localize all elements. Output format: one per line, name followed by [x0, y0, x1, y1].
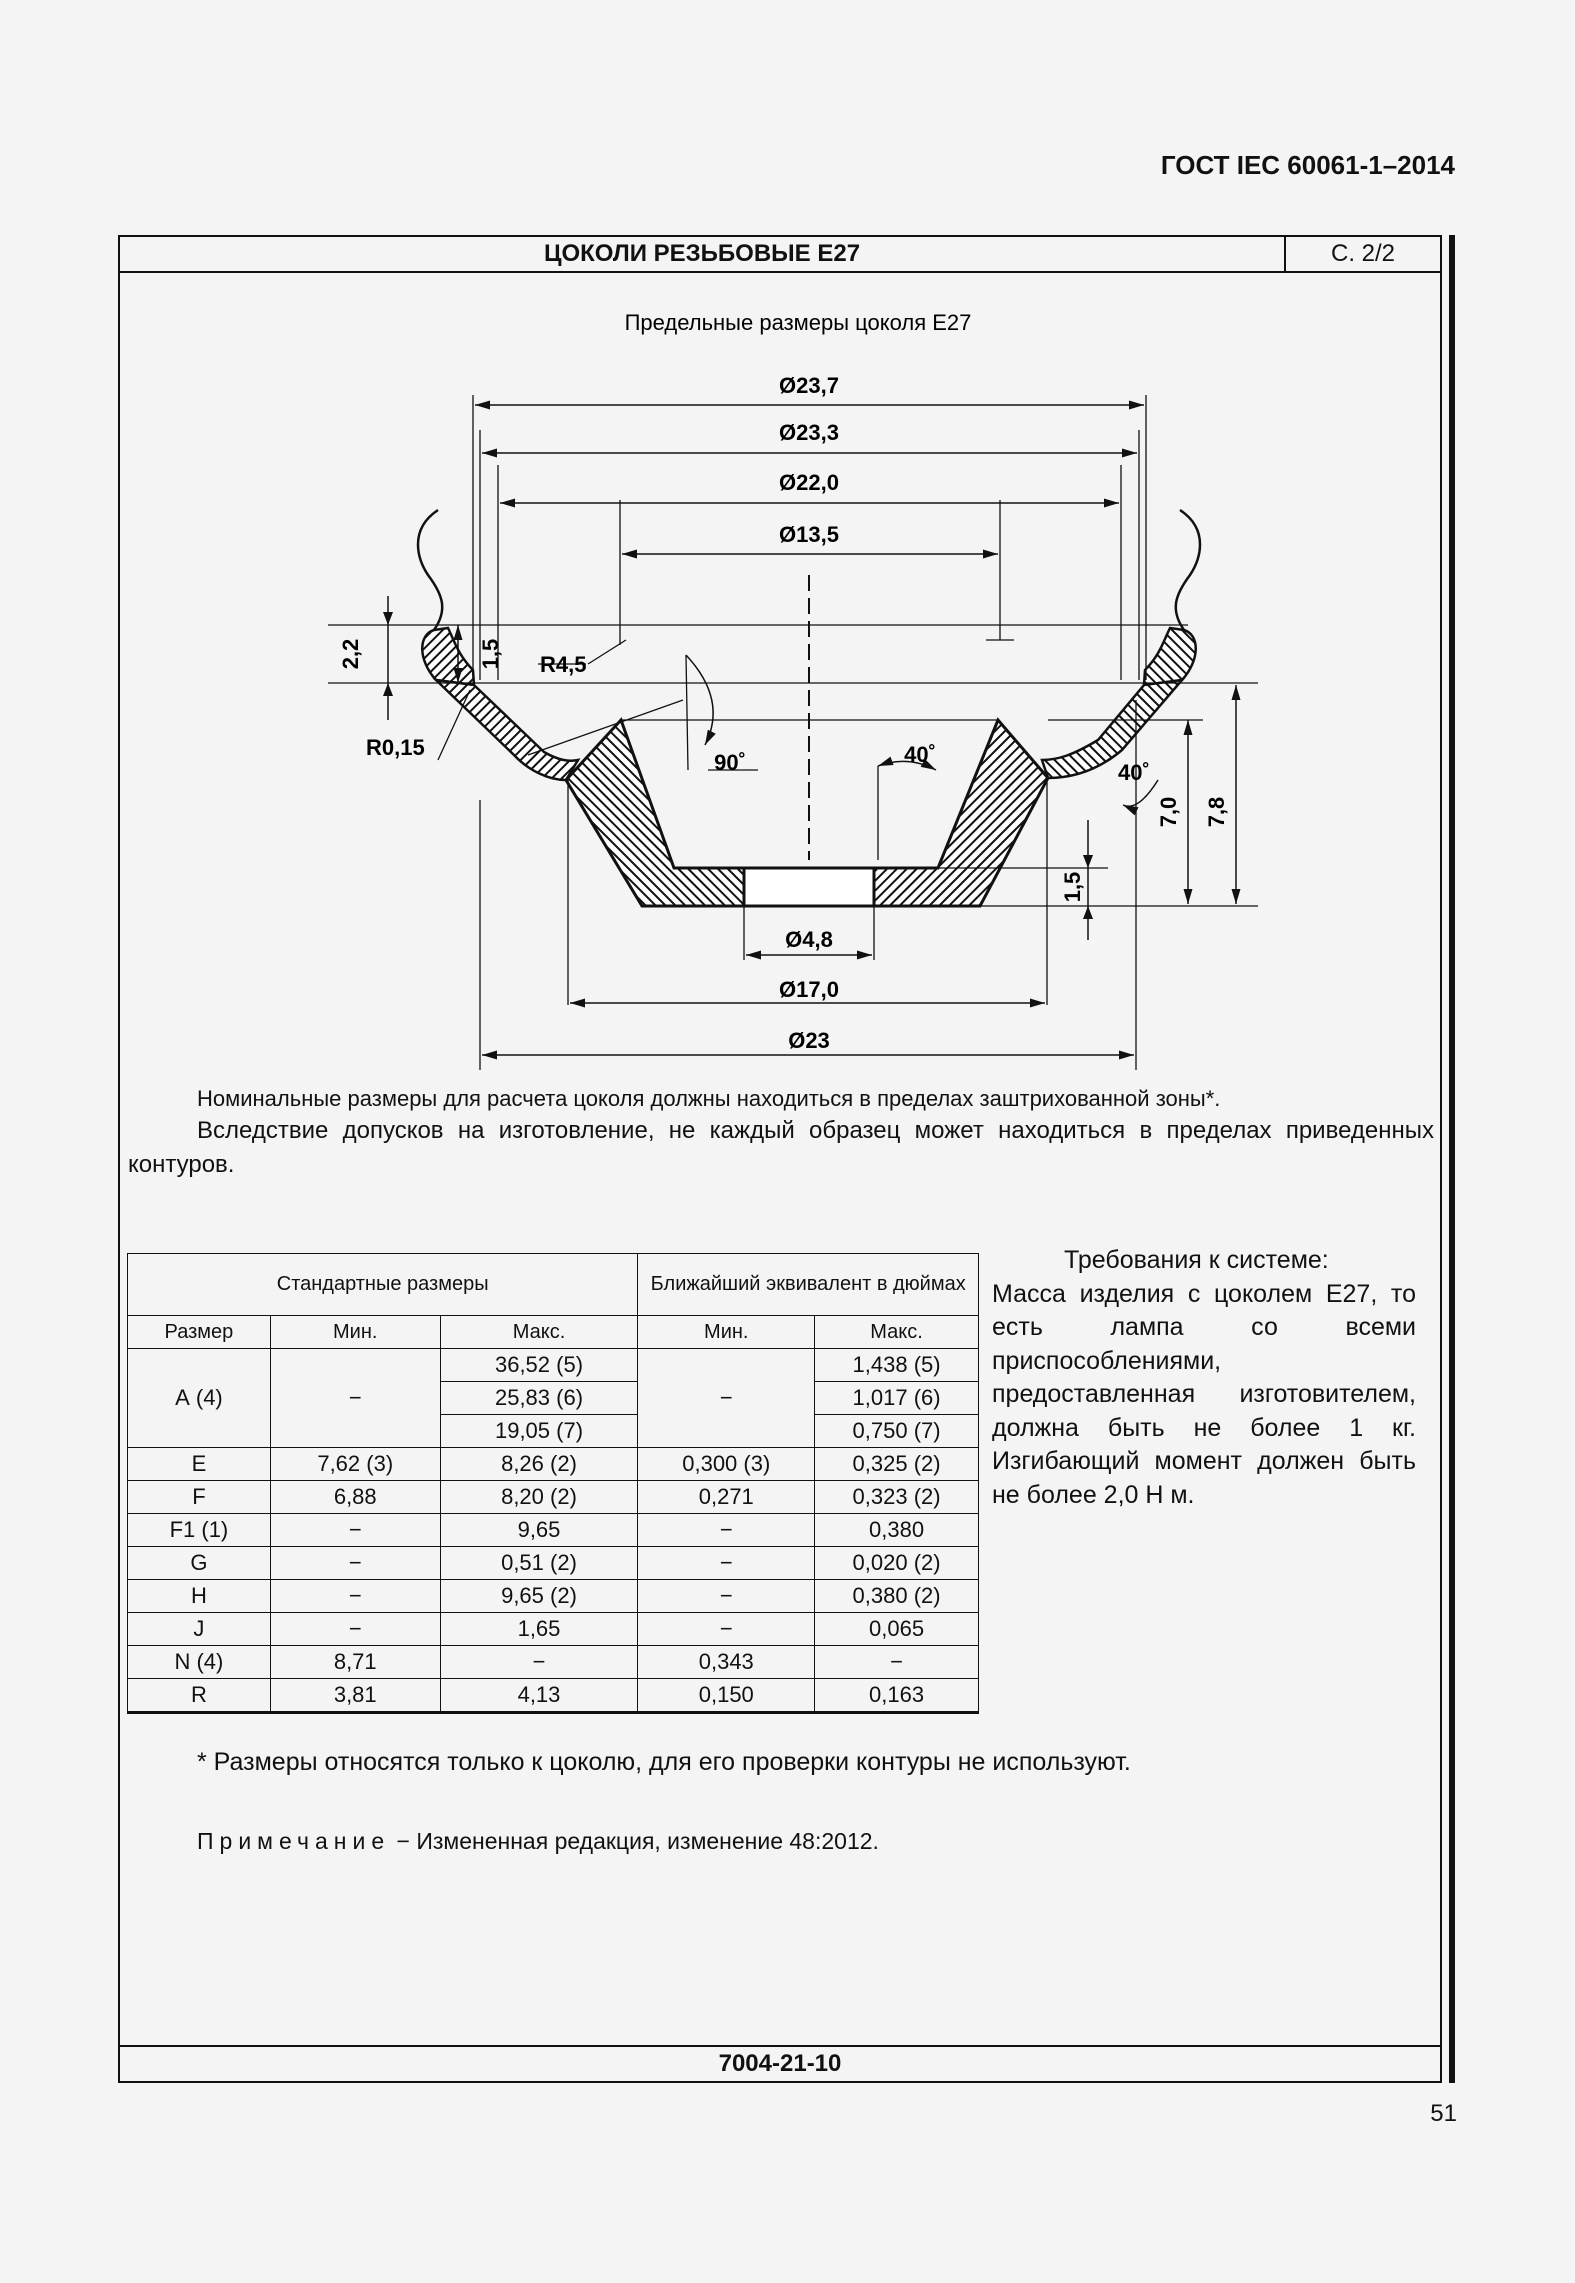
arrow-1-5-right-top [1083, 855, 1093, 868]
arrow-2-2-top [383, 612, 393, 625]
cell: − [815, 1646, 979, 1679]
arrow-1-5-right-bottom [1083, 906, 1093, 919]
dim-angle-40-inner: 40˚ [904, 742, 936, 767]
note-label: Примечание [197, 1828, 391, 1854]
cell: G [128, 1547, 271, 1580]
title-row [120, 237, 1440, 273]
table-row [128, 1547, 979, 1580]
cell: − [638, 1349, 815, 1448]
dim-23: Ø23 [788, 1028, 830, 1053]
table-row [128, 1613, 979, 1646]
cell: − [270, 1613, 440, 1646]
cell: 0,323 (2) [815, 1481, 979, 1514]
dimensions-table [127, 1253, 979, 1714]
sheet-title: ЦОКОЛИ РЕЗЬБОВЫЕ Е27 [120, 237, 1286, 271]
dim-7-0: 7,0 [1156, 796, 1181, 828]
cell: 19,05 (7) [440, 1415, 638, 1448]
dim-1-5-right: 1,5 [1060, 871, 1085, 903]
dim-13-5: Ø13,5 [779, 522, 839, 547]
cell: 0,380 [815, 1514, 979, 1547]
cell: 6,88 [270, 1481, 440, 1514]
table-row [128, 1448, 979, 1481]
cell: R [128, 1679, 271, 1713]
cell: − [270, 1349, 440, 1448]
slant-band-left [436, 680, 578, 780]
sheet-number: 7004-21-10 [120, 2045, 1440, 2081]
cell: − [638, 1547, 815, 1580]
col-inch-max: Макс. [815, 1316, 979, 1349]
leader-r0-15 [438, 690, 470, 760]
cell: 0,271 [638, 1481, 815, 1514]
cell: 0,343 [638, 1646, 815, 1679]
cell: − [440, 1646, 638, 1679]
cell: 0,020 (2) [815, 1547, 979, 1580]
center-contact [744, 868, 874, 906]
cell: 3,81 [270, 1679, 440, 1713]
cell: 0,150 [638, 1679, 815, 1713]
cell: 4,13 [440, 1679, 638, 1713]
table-row [128, 1349, 979, 1382]
cell: 0,300 (3) [638, 1448, 815, 1481]
angle-90-arc [686, 655, 713, 745]
requirements-body: Масса изделия с цоколем Е27, то есть лампа со всеми приспособлениями, предоставленная изготовителем, должна быть не более 1 кг. Изгибающий момент должен быть не более 2,0 Н м. [992, 1279, 1416, 1509]
cell: 9,65 [440, 1514, 638, 1547]
cell: E [128, 1448, 271, 1481]
cell: 8,26 (2) [440, 1448, 638, 1481]
dim-23-7: Ø23,7 [779, 373, 839, 398]
table-row [128, 1580, 979, 1613]
cell: 25,83 (6) [440, 1382, 638, 1415]
shoulder-hatch-right [1144, 628, 1196, 685]
outer-contour-right [1176, 510, 1200, 630]
note [197, 1828, 879, 1855]
table-row [128, 1646, 979, 1679]
nominal-dimensions-note: Номинальные размеры для расчета цоколя должны находиться в пределах заштрихованной зоны*. [197, 1086, 1221, 1111]
cell: 7,62 (3) [270, 1448, 440, 1481]
arrow-2-2-bottom [383, 683, 393, 696]
e27-cap-drawing [118, 300, 1442, 1080]
dim-1-5: 1,5 [478, 638, 503, 670]
cell: 0,065 [815, 1613, 979, 1646]
dim-22-0: Ø22,0 [779, 470, 839, 495]
table-row [128, 1481, 979, 1514]
cell: J [128, 1613, 271, 1646]
cell: 0,163 [815, 1679, 979, 1713]
col-min: Мин. [270, 1316, 440, 1349]
cell: 1,65 [440, 1613, 638, 1646]
sheet-page: С. 2/2 [1330, 240, 1396, 267]
group-standard: Стандартные размеры [128, 1254, 638, 1316]
cell: − [270, 1514, 440, 1547]
cell: 1,438 (5) [815, 1349, 979, 1382]
leader-r4-5-arrow [588, 640, 626, 664]
cell: H [128, 1580, 271, 1613]
hatched-zone-right [874, 720, 1048, 906]
dim-7-8: 7,8 [1204, 796, 1229, 828]
cell: 0,325 (2) [815, 1448, 979, 1481]
cell: − [270, 1580, 440, 1613]
cell: А (4) [128, 1349, 271, 1448]
note-text: − Измененная редакция, изменение 48:2012. [396, 1828, 879, 1854]
dim-4-8: Ø4,8 [785, 927, 833, 952]
dim-23-3: Ø23,3 [779, 420, 839, 445]
dim-17-0: Ø17,0 [779, 977, 839, 1002]
slant-band-right [1042, 680, 1182, 778]
hatched-zone-left [566, 720, 744, 906]
table-row [128, 1514, 979, 1547]
cell: F1 (1) [128, 1514, 271, 1547]
requirements-heading: Требования к системе: [1064, 1246, 1329, 1274]
col-size: Размер [128, 1316, 271, 1349]
dim-angle-40-outer: 40˚ [1118, 760, 1150, 785]
table-header [128, 1316, 979, 1349]
drawing-title: Предельные размеры цоколя Е27 [624, 310, 972, 335]
cell: 0,51 (2) [440, 1547, 638, 1580]
cell: − [638, 1514, 815, 1547]
cell: 9,65 (2) [440, 1580, 638, 1613]
dim-angle-90: 90˚ [714, 750, 746, 775]
cell: − [270, 1547, 440, 1580]
footnote: * Размеры относятся только к цоколю, для его проверки контуры не используют. [197, 1748, 1131, 1776]
angle-90-ray [686, 655, 688, 770]
cell: − [638, 1580, 815, 1613]
document-code: ГОСТ IEC 60061-1–2014 [1160, 150, 1455, 180]
cell: 36,52 (5) [440, 1349, 638, 1382]
cell: − [638, 1613, 815, 1646]
table-group-header [128, 1254, 979, 1316]
cell: 0,380 (2) [815, 1580, 979, 1613]
tolerance-paragraph: Вследствие допусков на изготовление, не каждый образец может находиться в пределах приведенных контуров. [128, 1117, 1434, 1178]
cell: 8,20 (2) [440, 1481, 638, 1514]
cell: 8,71 [270, 1646, 440, 1679]
dim-r4-5: R4,5 [540, 652, 587, 677]
dim-r0-15: R0,15 [366, 735, 425, 760]
frame-right-bar [1449, 235, 1455, 2083]
col-max: Макс. [440, 1316, 638, 1349]
col-inch-min: Мин. [638, 1316, 815, 1349]
page-number: 51 [1430, 2100, 1457, 2127]
shoulder-hatch-left [422, 628, 474, 685]
cell: 1,017 (6) [815, 1382, 979, 1415]
cell: F [128, 1481, 271, 1514]
system-requirements [992, 1244, 1416, 1512]
table-row [128, 1679, 979, 1713]
cell: 0,750 (7) [815, 1415, 979, 1448]
dim-2-2: 2,2 [338, 638, 363, 670]
cell: N (4) [128, 1646, 271, 1679]
outer-contour-left [418, 510, 442, 630]
group-inch: Ближайший эквивалент в дюймах [638, 1254, 979, 1316]
